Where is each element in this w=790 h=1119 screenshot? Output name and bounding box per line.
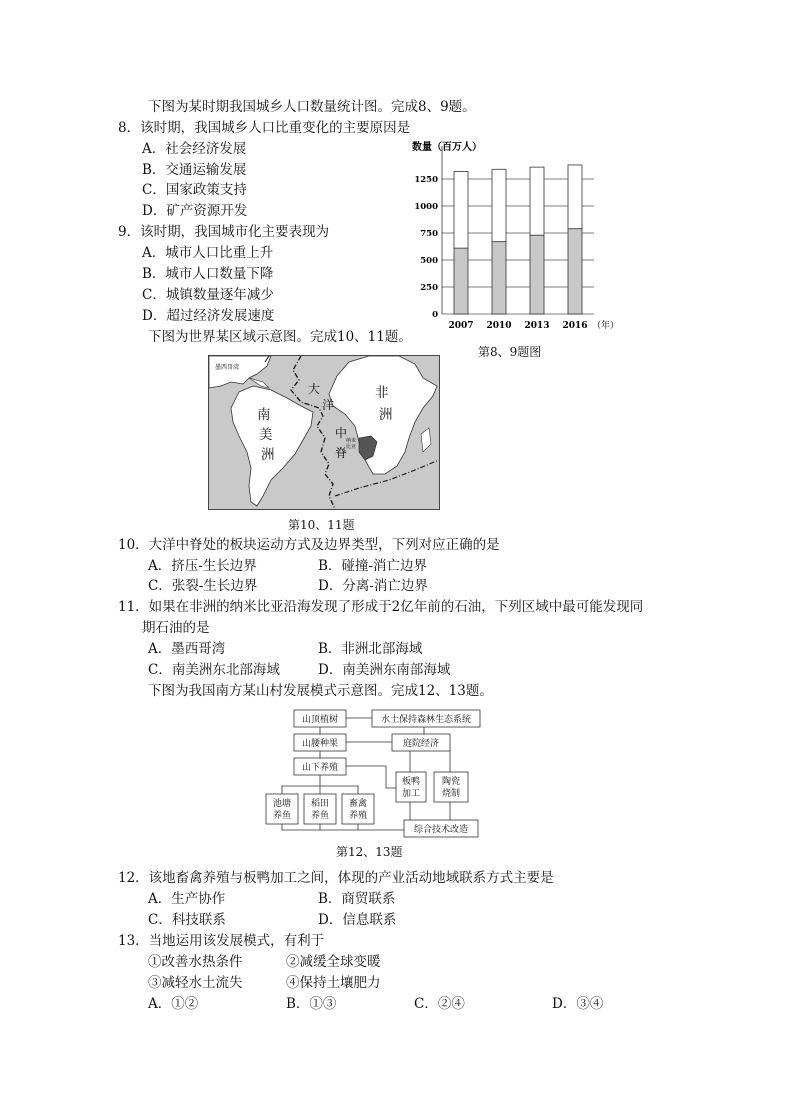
q13-option-d: D．③④ bbox=[552, 996, 604, 1012]
village-model-diagram bbox=[264, 708, 486, 840]
q13-option-a: A．①② bbox=[148, 996, 199, 1012]
intro-10-11: 下图为世界某区域示意图。完成10、11题。 bbox=[148, 329, 412, 345]
label-b10a: 畜禽 bbox=[348, 799, 368, 809]
y-tick-label-1250: 1250 bbox=[414, 175, 438, 185]
q9-option-b: B．城市人口数量下降 bbox=[142, 266, 274, 282]
label-b7a: 陶瓷 bbox=[441, 777, 461, 787]
q10-option-c: C．张裂-生长边界 bbox=[148, 578, 258, 594]
map-label-namibia: 纳米比亚 bbox=[346, 438, 357, 450]
map-label-ridge-3: 中 bbox=[335, 426, 348, 440]
label-b9b: 养鱼 bbox=[310, 811, 330, 821]
q8-stem: 8．该时期，我国城乡人口比重变化的主要原因是 bbox=[118, 120, 411, 136]
q9-option-d: D．超过经济发展速度 bbox=[142, 308, 275, 324]
q12-option-d: D．信息联系 bbox=[318, 912, 397, 928]
map-label-sa-1: 南 bbox=[257, 407, 271, 423]
label-b11: 综合技术改造 bbox=[413, 825, 469, 835]
bar-rural-2016 bbox=[568, 165, 582, 229]
bar-rural-2010 bbox=[492, 169, 506, 241]
q10-option-d: D．分离-消亡边界 bbox=[318, 578, 428, 594]
bar-rural-2007 bbox=[454, 171, 468, 248]
map-caption: 第10、11题 bbox=[288, 518, 355, 532]
q11-option-c: C．南美洲东北部海域 bbox=[148, 662, 280, 678]
x-tick-label-2013: 2013 bbox=[524, 321, 550, 331]
map-label-ridge-1: 大 bbox=[308, 382, 321, 396]
q13-item-1: ①改善水热条件 bbox=[148, 954, 243, 970]
y-tick-label-1000: 1000 bbox=[414, 202, 438, 212]
q11-option-b: B．非洲北部海域 bbox=[318, 641, 423, 657]
q13-item-2: ②减缓全球变暖 bbox=[286, 954, 381, 970]
q11-option-d: D．南美洲东南部海域 bbox=[318, 662, 451, 678]
q8-option-d: D．矿产资源开发 bbox=[142, 203, 248, 219]
flow-caption: 第12、13题 bbox=[336, 845, 403, 859]
q10-option-b: B．碰撞-消亡边界 bbox=[318, 558, 427, 574]
label-b8b: 养鱼 bbox=[272, 811, 292, 821]
x-tick-label-2007: 2007 bbox=[448, 321, 474, 331]
bar-urban-2010 bbox=[492, 242, 506, 314]
map-label-ridge-4: 脊 bbox=[335, 446, 348, 460]
q11-stem-line1: 11．如果在非洲的纳米比亚沿海发现了形成于2亿年前的石油，下列区域中最可能发现同 bbox=[118, 599, 644, 615]
intro-8-9: 下图为某时期我国城乡人口数量统计图。完成8、9题。 bbox=[148, 99, 476, 115]
bar-urban-2007 bbox=[454, 248, 468, 314]
q11-stem-line2: 期石油的是 bbox=[142, 620, 210, 636]
label-b10b: 养殖 bbox=[348, 811, 368, 821]
map-label-sa-3: 洲 bbox=[261, 447, 275, 463]
label-b9a: 稻田 bbox=[310, 799, 330, 809]
label-b3: 山腰种果 bbox=[301, 739, 339, 749]
q10-option-a: A．挤压-生长边界 bbox=[148, 558, 257, 574]
map-label-small-top: 墨西哥湾 bbox=[215, 364, 240, 371]
bar-rural-2013 bbox=[530, 167, 544, 235]
world-region-map bbox=[208, 355, 440, 510]
bar-urban-2016 bbox=[568, 229, 582, 314]
map-label-africa-2: 洲 bbox=[379, 407, 393, 423]
q12-stem: 12．该地畜禽养殖与板鸭加工之间，体现的产业活动地域联系方式主要是 bbox=[118, 870, 554, 886]
q12-option-b: B．商贸联系 bbox=[318, 891, 396, 907]
q13-item-4: ④保持土壤肥力 bbox=[286, 975, 381, 991]
q9-stem: 9．该时期，我国城市化主要表现为 bbox=[118, 224, 330, 240]
label-b7b: 烧制 bbox=[441, 789, 461, 799]
x-tick-label-2016: 2016 bbox=[562, 321, 588, 331]
intro-12-13: 下图为我国南方某山村发展模式示意图。完成12、13题。 bbox=[148, 683, 493, 699]
x-axis-label: （年） bbox=[592, 321, 620, 331]
q13-stem: 13．当地运用该发展模式，有利于 bbox=[118, 933, 325, 949]
q12-option-a: A．生产协作 bbox=[148, 891, 226, 907]
q12-option-c: C．科技联系 bbox=[148, 912, 226, 928]
label-b4: 庭院经济 bbox=[402, 739, 440, 749]
y-tick-label-500: 500 bbox=[420, 256, 438, 266]
label-b5: 山下养殖 bbox=[301, 763, 339, 773]
y-tick-label-750: 750 bbox=[420, 229, 438, 239]
q8-option-a: A．社会经济发展 bbox=[142, 141, 247, 157]
population-chart bbox=[408, 136, 620, 336]
q13-option-c: C．②④ bbox=[414, 996, 465, 1012]
map-label-ridge-2: 洋 bbox=[322, 398, 335, 412]
chart-caption: 第8、9题图 bbox=[478, 345, 542, 359]
y-tick-label-250: 250 bbox=[420, 283, 438, 293]
y-axis-label: 数量（百万人） bbox=[412, 142, 482, 153]
q8-option-c: C．国家政策支持 bbox=[142, 182, 247, 198]
map-label-sa-2: 美 bbox=[259, 427, 273, 443]
q10-stem: 10．大洋中脊处的板块运动方式及边界类型，下列对应正确的是 bbox=[118, 537, 500, 553]
label-b6b: 加工 bbox=[401, 789, 421, 799]
label-b2: 水土保持森林生态系统 bbox=[380, 715, 472, 725]
bar-urban-2013 bbox=[530, 235, 544, 314]
label-b1: 山顶植树 bbox=[301, 715, 339, 725]
q9-option-c: C．城镇数量逐年减少 bbox=[142, 287, 274, 303]
q9-option-a: A．城市人口比重上升 bbox=[142, 245, 274, 261]
map-label-africa-1: 非 bbox=[375, 385, 389, 401]
q8-option-b: B．交通运输发展 bbox=[142, 162, 247, 178]
label-b6a: 板鸭 bbox=[401, 777, 421, 787]
label-b8a: 池塘 bbox=[272, 799, 292, 809]
x-tick-label-2010: 2010 bbox=[486, 321, 512, 331]
q11-option-a: A．墨西哥湾 bbox=[148, 641, 226, 657]
q13-option-b: B．①③ bbox=[286, 996, 337, 1012]
y-tick-label-0: 0 bbox=[432, 310, 438, 320]
q13-item-3: ③减轻水土流失 bbox=[148, 975, 243, 991]
